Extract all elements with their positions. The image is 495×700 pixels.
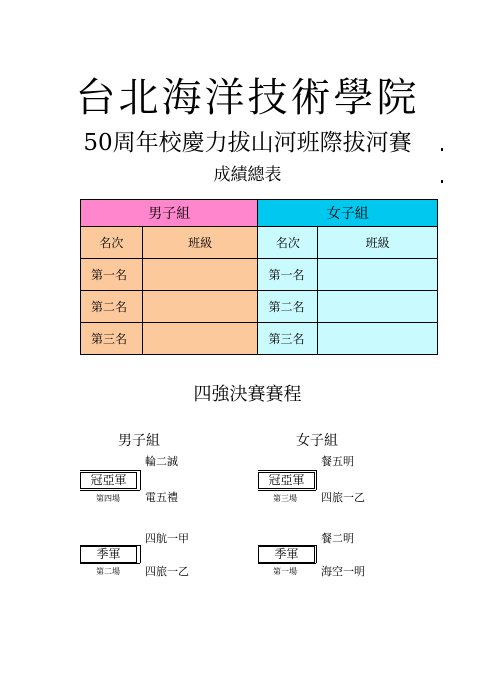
table-row (81, 259, 438, 291)
margin-mark (441, 148, 443, 151)
men-rank-cell: 第一名 (81, 259, 143, 291)
women-class-cell (318, 291, 438, 323)
bracket-line (80, 470, 140, 471)
men-class-cell (142, 291, 258, 323)
bracket-line (80, 490, 140, 491)
women-final-result-box: 冠亞軍 (258, 472, 315, 489)
women-rank-cell: 第二名 (258, 291, 318, 323)
women-rank-cell: 第一名 (258, 259, 318, 291)
bracket-line (316, 470, 317, 490)
men-rank-cell: 第三名 (81, 323, 143, 355)
school-title: 台北海洋技術學院 (75, 75, 420, 121)
men-final-result-box: 冠亞軍 (80, 472, 137, 489)
women-class-cell (318, 259, 438, 291)
women-third-result-box: 季軍 (258, 546, 315, 563)
women-rank-cell: 第三名 (258, 323, 318, 355)
men-bracket-label: 男子組 (118, 433, 160, 449)
report-title: 成績總表 (213, 165, 282, 185)
men-group-header: 男子組 (81, 200, 258, 227)
women-class-header: 班級 (318, 227, 438, 259)
men-class-cell (142, 323, 258, 355)
men-final-game-number: 第四場 (96, 494, 120, 503)
men-class-header: 班級 (142, 227, 258, 259)
men-final-team-bottom: 電五禮 (145, 491, 178, 504)
bracket-line (140, 545, 141, 563)
bracket-line (258, 490, 316, 491)
bracket-line (258, 470, 316, 471)
women-class-cell (318, 323, 438, 355)
margin-mark (441, 180, 443, 183)
bracket-line (80, 563, 140, 564)
men-third-result-box: 季軍 (80, 546, 137, 563)
women-third-game-number: 第一場 (273, 567, 297, 576)
bracket-title: 四強決賽賽程 (193, 384, 302, 405)
bracket-line (140, 470, 141, 490)
men-class-cell (142, 259, 258, 291)
table-row (81, 323, 438, 355)
bracket-line (316, 545, 317, 563)
men-third-team-top: 四航一甲 (145, 532, 189, 545)
men-final-team-top: 輪二誠 (145, 455, 178, 468)
women-third-team-top: 餐二明 (321, 532, 354, 545)
women-final-game-number: 第三場 (273, 494, 297, 503)
women-group-header: 女子組 (258, 200, 438, 227)
results-table (80, 199, 438, 355)
table-row (81, 291, 438, 323)
men-rank-header: 名次 (81, 227, 143, 259)
men-rank-cell: 第二名 (81, 291, 143, 323)
event-title: 50周年校慶力拔山河班際拔河賽 (83, 130, 412, 156)
women-third-team-bottom: 海空一明 (321, 565, 365, 578)
men-third-team-bottom: 四旅一乙 (145, 565, 189, 578)
women-final-team-top: 餐五明 (321, 455, 354, 468)
women-bracket-label: 女子組 (296, 433, 338, 449)
bracket-line (258, 563, 316, 564)
women-final-team-bottom: 四旅一乙 (321, 491, 365, 504)
men-third-game-number: 第二場 (96, 567, 120, 576)
women-rank-header: 名次 (258, 227, 318, 259)
